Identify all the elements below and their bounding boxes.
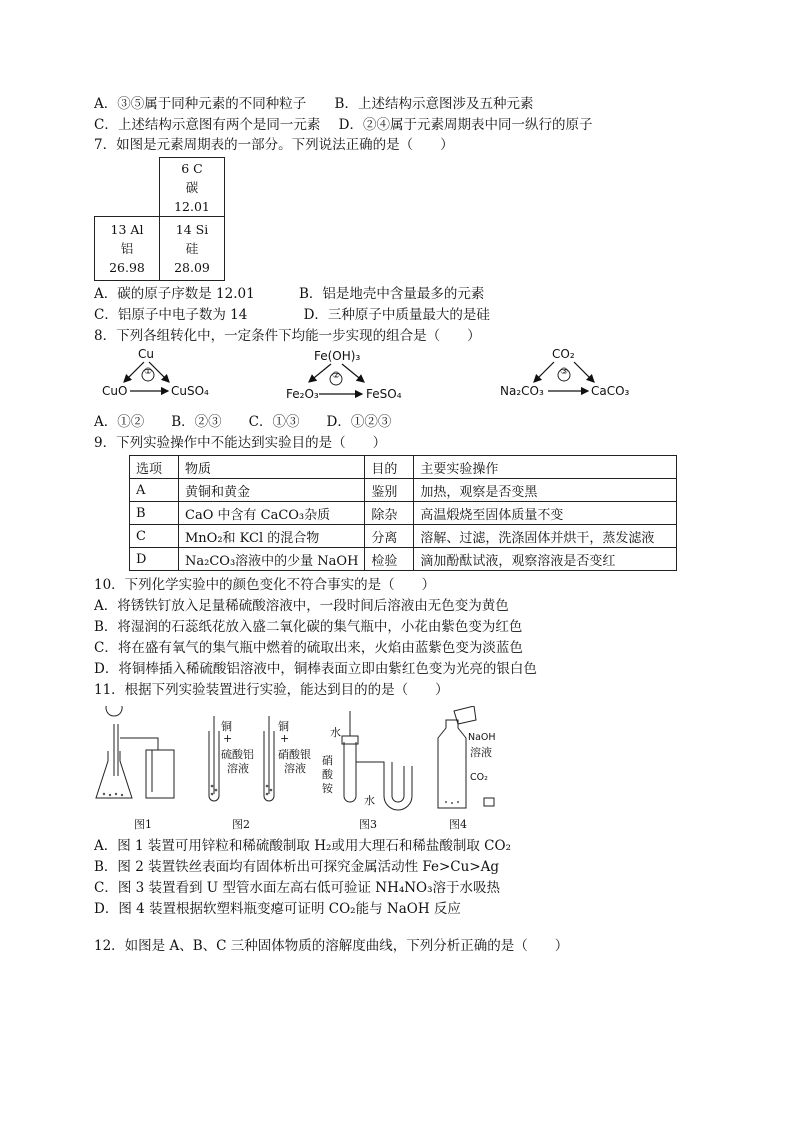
q7-option-b: B．铝是地壳中含量最多的元素 [299, 286, 485, 302]
q10-option-d: D．将铜棒插入稀硫酸铝溶液中，铜棒表面立即由紫红色变为光亮的银白色 [94, 661, 537, 677]
q7-options-row-2 [94, 305, 490, 325]
reaction-3-top: CO₂ [552, 347, 575, 361]
header-cell: 物质 [179, 456, 365, 479]
element-number-symbol: 14 Si [175, 222, 209, 237]
q10-stem: 10．下列化学实验中的颜色变化不符合事实的是（ ） [94, 577, 436, 593]
fig3-u-tube-water-label: 水 [364, 794, 375, 807]
table-row [130, 525, 677, 548]
table-cell: 溶解、过滤，洗涤固体并烘干，蒸发滤液 [414, 525, 677, 548]
header-cell: 目的 [365, 456, 414, 479]
reaction-2-left: Fe₂O₃ [286, 387, 319, 401]
reaction-1-left: CuO [102, 384, 128, 398]
fig1-caption: 图1 [134, 818, 152, 831]
q11-stem: 11．根据下列实验装置进行实验，能达到目的的是（ ） [94, 682, 449, 698]
q12-stem: 12．如图是 A、B、C 三种固体物质的溶解度曲线，下列分析正确的是（ ） [94, 938, 569, 954]
element-name: 硅 [185, 241, 199, 256]
table-cell: 检验 [365, 548, 414, 571]
reaction-1-right: CuSO₄ [171, 384, 209, 398]
table-cell: D [130, 548, 179, 571]
tube1-label-solution: 硫酸铝 [221, 748, 254, 761]
element-mass: 26.98 [109, 260, 145, 275]
table-cell: B [130, 502, 179, 525]
element-mass: 28.09 [174, 260, 210, 275]
element-name: 碳 [185, 180, 199, 195]
table-row [130, 479, 677, 502]
fig3-reagent-label-3: 铵 [322, 782, 333, 795]
fig2-caption: 图2 [232, 818, 250, 831]
q11-option-a: A．图 1 装置可用锌粒和稀硫酸制取 H₂或用大理石和稀盐酸制取 CO₂ [94, 838, 511, 854]
q7-stem: 7．如图是元素周期表的一部分。下列说法正确的是（ ） [94, 137, 454, 153]
table-cell: 高温煅烧至固体质量不变 [414, 502, 677, 525]
q7-option-c: C．铝原子中电子数为 14 [94, 307, 248, 323]
q6-option-b: B．上述结构示意图涉及五种元素 [334, 96, 534, 112]
tube1-label-solution-2: 溶液 [227, 762, 249, 775]
fig4-naoh-label: NaOH [468, 732, 496, 743]
element-cell-aluminium [94, 216, 160, 281]
table-cell: 黄铜和黄金 [179, 479, 365, 502]
q11-option-b: B．图 2 装置铁丝表面均有固体析出可探究金属活动性 Fe>Cu>Ag [94, 859, 500, 875]
table-cell: MnO₂和 KCl 的混合物 [179, 525, 365, 548]
fig3-reagent-label-2: 酸 [322, 768, 333, 781]
tube2-label-solution-2: 溶液 [284, 762, 306, 775]
element-name: 铝 [120, 241, 134, 256]
reaction-2-right: FeSO₄ [366, 387, 402, 401]
q9-table [129, 455, 677, 571]
q10-option-b: B．将湿润的石蕊纸花放入盛二氧化碳的集气瓶中，小花由紫色变为红色 [94, 619, 523, 635]
table-cell: 鉴别 [365, 479, 414, 502]
reaction-2-number: ② [332, 371, 341, 381]
fig4-co2-label: CO₂ [470, 772, 488, 783]
header-cell: 选项 [130, 456, 179, 479]
q6-option-c: C．上述结构示意图有两个是同一元素 [94, 117, 321, 133]
table-cell: 滴加酚酞试液，观察溶液是否变红 [414, 548, 677, 571]
table-cell: CaO 中含有 CaCO₃杂质 [179, 502, 365, 525]
periodic-table-fragment [94, 157, 226, 281]
tube2-label-metal: 铜 [278, 720, 289, 733]
q6-options-row-1 [94, 94, 533, 114]
q10-option-c: C．将在盛有氧气的集气瓶中燃着的硫取出来，火焰由蓝紫色变为淡蓝色 [94, 640, 523, 656]
header-cell: 主要实验操作 [414, 456, 677, 479]
element-mass: 12.01 [174, 199, 210, 214]
table-cell: 除杂 [365, 502, 414, 525]
fig4-solution-label: 溶液 [470, 746, 492, 759]
fig3-caption: 图3 [359, 818, 377, 831]
q7-option-d: D．三种原子中质量最大的是硅 [303, 307, 490, 323]
q7-options-row-1 [94, 284, 484, 304]
q7-option-a: A．碳的原子序数是 12.01 [94, 286, 255, 302]
table-header-row [130, 456, 677, 479]
fig3-water-label: 水 [330, 726, 341, 739]
fig4-caption: 图4 [449, 818, 467, 831]
q10-option-a: A．将锈铁钉放入足量稀硫酸溶液中，一段时间后溶液由无色变为黄色 [94, 598, 509, 614]
table-cell: Na₂CO₃溶液中的少量 NaOH [179, 548, 365, 571]
q6-option-d: D．②④属于元素周期表中同一纵行的原子 [338, 117, 593, 133]
table-cell: 分离 [365, 525, 414, 548]
reaction-3-number: ③ [560, 367, 569, 377]
reaction-2-top: Fe(OH)₃ [314, 349, 361, 363]
tube1-label-metal: 铜 [221, 720, 232, 733]
tube1-label-plus: + [223, 732, 233, 745]
q8-reaction-labels [94, 346, 654, 408]
table-cell: 加热，观察是否变黑 [414, 479, 677, 502]
q11-option-c: C．图 3 装置看到 U 型管水面左高右低可验证 NH₄NO₃溶于水吸热 [94, 880, 501, 896]
table-cell: A [130, 479, 179, 502]
q8-stem: 8．下列各组转化中，一定条件下均能一步实现的组合是（ ） [94, 328, 481, 344]
reaction-1-number: ① [144, 367, 153, 377]
table-cell: C [130, 525, 179, 548]
reaction-3-left: Na₂CO₃ [500, 384, 544, 398]
reaction-3-right: CaCO₃ [591, 384, 630, 398]
tube2-label-solution: 硝酸银 [278, 748, 311, 761]
fig3-reagent-label-1: 硝 [322, 754, 333, 767]
table-row [130, 502, 677, 525]
reaction-1-top: Cu [138, 347, 154, 361]
element-number-symbol: 13 Al [110, 222, 144, 237]
element-number-symbol: 6 C [181, 161, 203, 176]
q8-options: A．①② B．②③ C．①③ D．①②③ [94, 414, 392, 430]
q11-apparatus-figures [94, 706, 514, 831]
element-cell-carbon [159, 157, 225, 217]
table-row [130, 548, 677, 571]
q11-option-d: D．图 4 装置根据软塑料瓶变瘪可证明 CO₂能与 NaOH 反应 [94, 901, 461, 917]
q6-option-a: A．③⑤属于同种元素的不同种粒子 [94, 96, 307, 112]
element-cell-silicon [159, 216, 225, 281]
tube2-label-plus: + [280, 732, 290, 745]
q9-stem: 9．下列实验操作中不能达到实验目的是（ ） [94, 435, 387, 451]
q6-options-row-2 [94, 115, 592, 135]
